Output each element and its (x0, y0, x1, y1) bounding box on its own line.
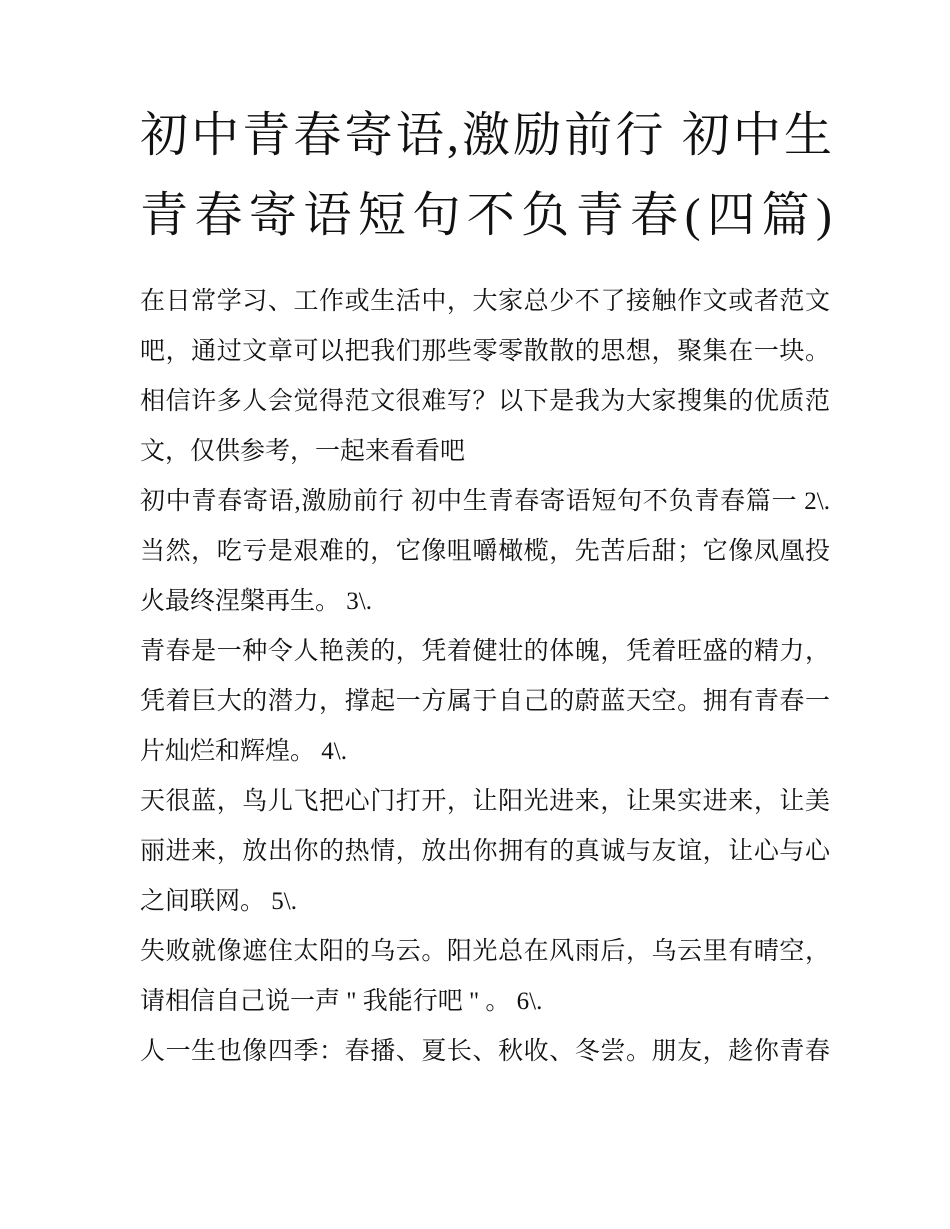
text-line: 在日常学习、工作或生活中，大家总少不了接触作文或者范文 (140, 288, 830, 315)
text-line: 文，仅供参考，一起来看看吧 (140, 438, 466, 465)
text-line: 火最终涅槃再生。 3\. (140, 588, 372, 615)
title-line-1: 初中青春寄语,激励前行 初中生 (140, 109, 832, 162)
text-line: 之间联网。 5\. (140, 888, 297, 915)
text-line: 相信许多人会觉得范文很难写？以下是我为大家搜集的优质范 (140, 388, 830, 415)
text-line: 失败就像遮住太阳的乌云。阳光总在风雨后，乌云里有晴空， (140, 938, 830, 965)
text-line: 初中青春寄语,激励前行 初中生青春寄语短句不负青春篇一 2\. (140, 488, 830, 515)
text-line: 人一生也像四季：春播、夏长、秋收、冬尝。朋友，趁你青春 (140, 1038, 830, 1065)
text-line: 吧，通过文章可以把我们那些零零散散的思想，聚集在一块。 (140, 338, 830, 365)
text-line: 青春是一种令人艳羡的，凭着健壮的体魄，凭着旺盛的精力， (140, 638, 830, 665)
text-line: 当然，吃亏是艰难的，它像咀嚼橄榄，先苦后甜；它像凤凰投 (140, 538, 830, 565)
title-line-2: 青春寄语短句不负青春(四篇) (140, 189, 832, 242)
text-line: 天很蓝，鸟儿飞把心门打开，让阳光进来，让果实进来，让美 (140, 788, 830, 815)
text-line: 丽进来，放出你的热情，放出你拥有的真诚与友谊，让心与心 (140, 838, 830, 865)
document-title (140, 96, 832, 256)
text-line: 片灿烂和辉煌。 4\. (140, 738, 347, 765)
text-line: 请相信自己说一声 " 我能行吧 " 。 6\. (140, 988, 543, 1015)
text-line: 凭着巨大的潜力，撑起一方属于自己的蔚蓝天空。拥有青春一 (140, 688, 830, 715)
document-body (140, 277, 830, 1077)
